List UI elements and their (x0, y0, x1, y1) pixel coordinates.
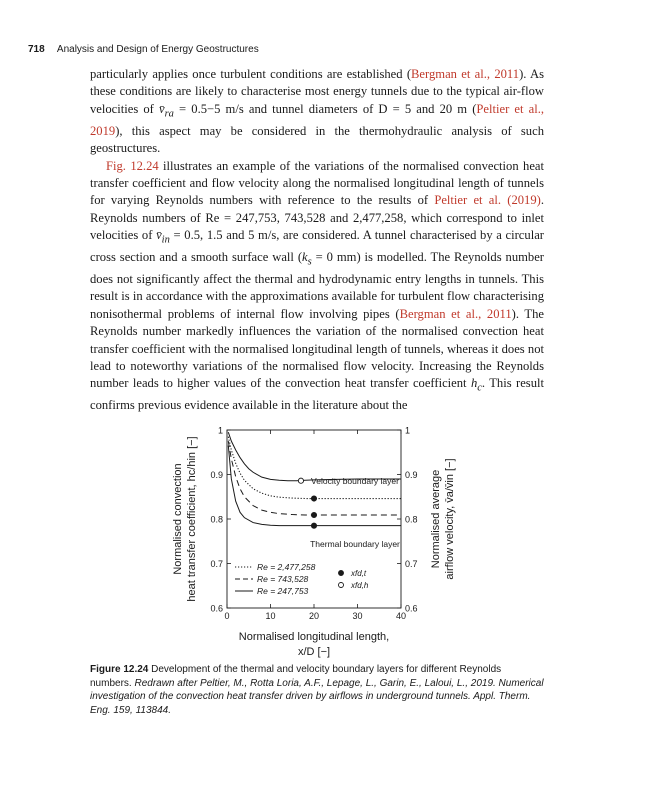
y-axis-label-right: Normalised average (430, 469, 442, 569)
plot-frame (227, 430, 401, 608)
math-subscript: c (477, 382, 482, 394)
citation-link[interactable]: Peltier et al., 2019 (90, 101, 544, 138)
thermal-entry-marker (311, 523, 316, 528)
citation-link[interactable]: Bergman et al., 2011 (411, 67, 520, 81)
legend-marker-label: xfd,t (351, 569, 367, 578)
x-axis-label-line2: x/D [−] (297, 646, 331, 658)
series-line (228, 432, 401, 481)
hydrodynamic-entry-marker (298, 478, 303, 483)
legend-label: Re = 2,477,258 (257, 562, 316, 572)
math-symbol: k (302, 250, 308, 265)
figure-caption (90, 663, 544, 717)
caption-text: Development of the thermal and velocity boundary layers for different Reynolds numbers. (90, 664, 502, 689)
legend-marker-label: xfd,h (351, 581, 369, 590)
math-symbol: v̄ (156, 228, 162, 243)
text-run: ). The Reynolds number markedly influences the variation of the normalised convection heat transfer coefficient with the normalised longitudinal length of tunnels, whereas it does not lead to noteworthy variations of the normalised flow velocity. Increasing the Reynolds number leads to higher values of the convection heat transfer coefficient (90, 306, 545, 391)
citation-link[interactable]: Peltier et al. (2019) (434, 193, 541, 208)
x-tick-label: 40 (395, 611, 407, 621)
legend-label: Re = 743,528 (257, 574, 309, 584)
y-axis-label-left: Normalised convection (172, 463, 184, 575)
y-tick-label-right: 0.6 (405, 603, 418, 614)
boundary-layer-chart (165, 418, 465, 660)
text-run: . This result confirms previous evidence available in the literature about the (90, 376, 544, 413)
math-subscript: s (307, 256, 312, 268)
running-title: Analysis and Design of Energy Geostructures (56, 44, 259, 55)
caption-source: Redrawn after Peltier, M., Rotta Loria, A.F., Lepage, L., Garin, E., Laloui, L., 2019. Numerical investigation of the convection heat transfer driven by airflows in underground tunnels. Appl. Therm. Eng. 159, 113844. (90, 677, 544, 716)
velocity-layer-label: Velocity boundary layer (311, 476, 399, 486)
text-run: particularly applies once turbulent conditions are established ( (90, 67, 412, 81)
text-run: ), this aspect may be considered in the thermohydraulic analysis of such geostructures. (90, 123, 544, 156)
text-run: ). As these conditions are likely to characterise most energy tunnels due to the typical air-flow velocities of (90, 67, 545, 116)
legend-filled-marker (339, 571, 344, 576)
y-axis-label-right-line2: airflow velocity, v̄a/v̄in [−] (444, 458, 456, 580)
math-subscript: in (161, 234, 170, 246)
text-run: = 0 mm) is modelled. The Reynolds number does not significantly affect the thermal and hydrodynamic entry lengths in tunnels. This result is in accordance with the approximations available for turbulent flow characterising nonisothermal problems of internal flow involving pipes ( (90, 250, 545, 321)
x-tick-label: 30 (352, 611, 363, 621)
math-subscript: ra (164, 108, 174, 120)
series-line (228, 437, 401, 499)
thermal-entry-marker (311, 496, 316, 501)
chart-axes (227, 430, 401, 608)
math-symbol: h (470, 376, 478, 391)
legend-label: Re = 247,753 (257, 586, 309, 596)
y-tick-label-left: 0.6 (210, 603, 223, 614)
y-axis-label-left-line2: heat transfer coefficient, hc/hin [−] (186, 436, 198, 602)
chart-legend (235, 562, 369, 596)
text-run: = 0.5, 1.5 and 5 m/s, are considered. A tunnel characterised by a circular cross section and a smooth surface wall ( (90, 228, 544, 265)
y-tick-label-left: 0.9 (210, 470, 223, 480)
text-run: . Reynolds numbers of Re = 247,753, 743,528 and 2,477,258, which correspond to inlet velocities of (90, 193, 544, 243)
y-tick-label-left: 0.8 (210, 514, 223, 525)
y-tick-label-right: 0.7 (405, 559, 418, 569)
x-axis-label: Normalised longitudinal length, (238, 631, 390, 643)
citation-link[interactable]: Bergman et al., 2011 (399, 306, 512, 321)
thermal-layer-label: Thermal boundary layer (310, 539, 400, 549)
x-tick-label: 10 (265, 611, 276, 621)
y-tick-label-right: 0.8 (405, 514, 418, 525)
paragraph-1 (90, 66, 544, 158)
x-tick-label: 20 (308, 611, 320, 621)
y-tick-label-left: 1 (217, 425, 223, 436)
x-tick-label: 0 (224, 611, 230, 621)
math-symbol: v̄ (159, 101, 165, 116)
paragraph-2 (90, 158, 544, 415)
caption-label: Figure 12.24 (90, 664, 149, 675)
page-header (28, 44, 259, 55)
text-run: illustrates an example of the variations of the normalised convection heat transfer coefficient and flow velocity along the normalised longitudinal length of tunnels for varying Reynolds numbers with reference to the results of (90, 158, 544, 208)
legend-open-marker (339, 583, 344, 588)
figure-12-24 (165, 418, 465, 665)
y-tick-label-right: 1 (405, 425, 411, 436)
page-number: 718 (28, 44, 45, 55)
y-tick-label-right: 0.9 (405, 470, 418, 480)
y-tick-label-left: 0.7 (210, 559, 223, 569)
figure-link[interactable]: Fig. 12.24 (106, 158, 159, 173)
body-text (90, 66, 544, 415)
thermal-entry-marker (311, 512, 316, 517)
text-run: = 0.5−5 m/s and tunnel diameters of D = 5 and 20 m ( (173, 101, 477, 116)
